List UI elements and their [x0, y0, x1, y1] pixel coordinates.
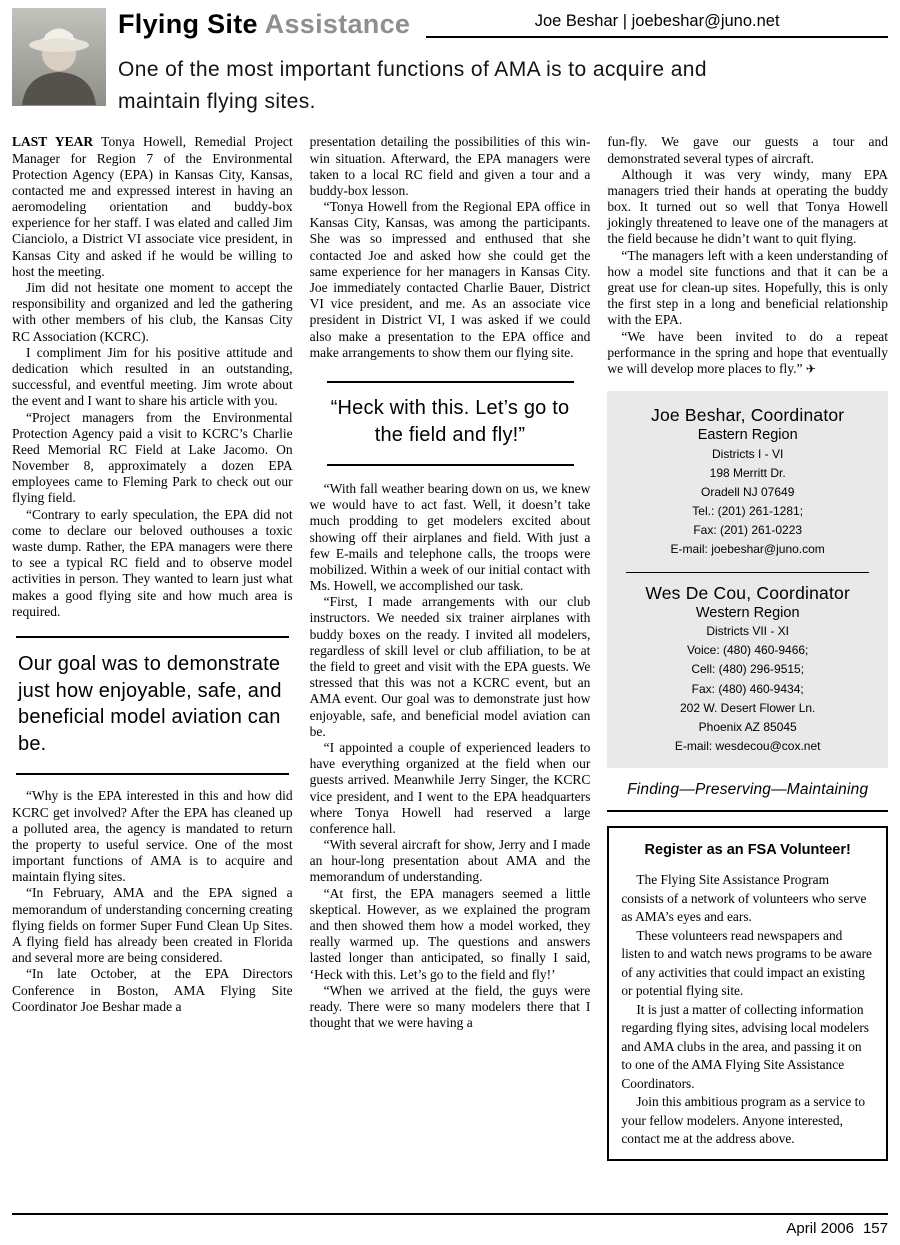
title-row [118, 10, 888, 38]
paragraph: “Why is the EPA interested in this and how did KCRC get involved? After the EPA has cleaned up a polluted area, the agency is mandated to return the property to useful service. One of the most important functions of AMA is to acquire and maintain flying sites. [12, 788, 293, 885]
contact-line: 202 W. Desert Flower Ln. [679, 700, 816, 715]
paragraph: “With fall weather bearing down on us, we knew we would have to act fast. Well, it doesn’t take much prodding to get modelers excited about showing off their airplanes and field. With just a few E-mails and telephone calls, the troops were mobilized. Within a week of our initial contact with Ms. Howell, we accomplished our task. [309, 480, 591, 594]
contact-line: 198 Merritt Dr. [709, 465, 786, 480]
coordinator-name: Joe Beshar, Coordinator [651, 405, 845, 426]
footer-rule [12, 1213, 888, 1215]
coordinator-region: Eastern Region [697, 427, 798, 444]
paragraph: “In February, AMA and the EPA signed a memorandum of understanding concerning creating flying fields on former Super Fund Clean Up Sites. A flying field has already been created in Florida and several more are being considered. [12, 885, 293, 966]
paragraph: “I appointed a couple of experienced leaders to have everything organized at the field when our guests arrived. Meanwhile Jerry Singer, the KCRC vice president, and I went to the EPA headquarters where Tonya Howell had reserved a large conference hall. [309, 739, 591, 836]
lead-in: LAST YEAR [12, 134, 94, 150]
coordinator-districts: Districts I - VI [712, 446, 784, 461]
paragraph: fun-fly. We gave our guests a tour and demonstrated several types of aircraft. [607, 134, 889, 166]
page-number: 157 [862, 1220, 888, 1237]
contact-line: Fax: (201) 261-0223 [693, 523, 803, 538]
paragraph: “First, I made arrangements with our club instructors. We needed six trainer airplanes with buddy boxes on the ready. I invited all modelers, regardless of skill level or club affiliation, to be at the field to greet and visit with the EPA guests. We stressed that this was not a KCRC event, but an AMA event. Our goal was to demonstrate just how enjoyable, safe, and beneficial model aviation can be. [309, 594, 591, 739]
paragraph: “Contrary to early speculation, the EPA did not come to declare our beloved outhouses a toxic waste dump. Rather, the EPA managers were there to see a typical RC field and to observe model activities in person. They wanted to learn just what makes a good flying site and how much area is required. [12, 506, 293, 619]
paragraph: “At first, the EPA managers seemed a little skeptical. However, as we explained the program and then showed them how a model worked, they really warmed up. The questions and answers lasted longer than anticipated, so finally I said, ‘Heck with this. Let’s go to the field and fly!’ [309, 885, 591, 982]
page-title [118, 10, 410, 38]
paragraph: Although it was very windy, many EPA managers tried their hands at operating the buddy box. It turned out so well that Tonya Howell jokingly threatened to leave one of the managers at the field because he didn’t want to quit flying. [607, 166, 889, 247]
page-footer [12, 1213, 888, 1237]
paragraph: “The managers left with a keen understanding of how a model site functions and that it can be a great use for clean-up sites. Hopefully, this is only the first step in a long and beneficial relationship with the EPA. [607, 247, 889, 328]
byline: Joe Beshar | joebeshar@juno.net [426, 12, 888, 38]
contact-email: E-mail: wesdecou@cox.net [674, 739, 821, 754]
issue-date: April 2006 [786, 1220, 854, 1237]
paragraph-text: “We have been invited to do a repeat performance in the spring and hope that eventually we will develop more places to fly.” [607, 328, 889, 376]
paragraph: These volunteers read newspapers and listen to and watch news programs to be aware of any activities that could impact an existing or potential flying site. [621, 927, 872, 999]
contact-email: E-mail: joebeshar@juno.com [670, 542, 825, 557]
paragraph: “In late October, at the EPA Directors Conference in Boston, AMA Flying Site Coordinator Joe Beshar made a [12, 966, 293, 1014]
coordinator-contact-card [607, 391, 888, 768]
paragraph [607, 329, 888, 378]
volunteer-box [607, 826, 888, 1161]
author-photo [12, 8, 106, 106]
paragraph: “With several aircraft for show, Jerry and I made an hour-long presentation about AMA and the memorandum of understanding. [309, 837, 591, 885]
paragraph: presentation detailing the possibilities of this win-win situation. Afterward, the EPA managers were taken to a local RC field and given a tour and a buddy-box lesson. [309, 134, 591, 198]
column-1 [12, 134, 293, 1161]
volunteer-box-title: Register as an FSA Volunteer! [644, 841, 851, 858]
contact-line: Cell: (480) 296-9515; [691, 662, 805, 677]
header-right [118, 8, 888, 117]
contact-line: Fax: (480) 460-9434; [691, 681, 804, 696]
paragraph-text: Tonya Howell, Remedial Project Manager for Region 7 of the Environmental Protection Agency (EPA) in Kansas City, Kansas, contacted me and expressed interest in having an aeromodeling orientation and buddy-box experience for her staff. I was elated and called Jim Cianciolo, a District VI associate vice president, in Kansas City and asked if he would be willing to host the meeting. [12, 134, 293, 279]
column-2 [310, 134, 591, 1161]
eastern-coordinator-block [615, 405, 880, 560]
paragraph: I compliment Jim for his positive attitude and dedication which resulted in an outstanding, successful, and eventful meeting. Jim wrote about the event and I want to share his article with you. [12, 344, 293, 409]
column-3 [607, 134, 888, 1161]
contact-line: Oradell NJ 07649 [700, 484, 795, 499]
contact-line: Phoenix AZ 85045 [698, 720, 797, 734]
author-photo-graphic [12, 8, 106, 106]
paragraph [12, 134, 293, 280]
paragraph: “Tonya Howell from the Regional EPA office in Kansas City, Kansas, was among the participants. She was so impressed and enthused that she contacted Joe and asked how she could get the same experience for her managers in Kansas City. Joe immediately contacted Charlie Bauer, District VI vice president, and me. As an associate vice president in District VI, I was asked if we could also make a presentation to the EPA office and make arrangements to show them our flying site. [309, 199, 591, 360]
paragraph: Join this ambitious program as a service to your fellow modelers. Anyone interested, contact me at the address above. [621, 1094, 866, 1147]
paragraph: The Flying Site Assistance Program consists of a network of volunteers who serve as AMA’s eyes and ears. [621, 872, 867, 925]
ama-plane-icon: ✈ [805, 361, 815, 376]
coordinator-districts: Districts VII - XI [706, 624, 790, 639]
western-coordinator-block [615, 583, 880, 757]
contact-line: Tel.: (201) 261-1281; [692, 504, 804, 519]
coordinator-region: Western Region [695, 604, 800, 621]
contact-line: Voice: (480) 460-9466; [686, 643, 809, 658]
pull-quote-goal: Our goal was to demonstrate just how enjoyable, safe, and beneficial model aviation can be. [16, 636, 289, 775]
article-header [12, 8, 888, 117]
contact-card-divider [626, 572, 869, 573]
paragraph: Jim did not hesitate one moment to accept the responsibility and organized and led the gathering with other members of his club, the Kansas City RC Association (KCRC). [12, 280, 293, 344]
article-body [12, 134, 888, 1161]
title-part-black: Flying Site [118, 9, 258, 39]
title-part-gray: Assistance [264, 9, 411, 39]
paragraph: “Project managers from the Environmental Protection Agency paid a visit to KCRC’s Charlie Reed Memorial RC Field at Lake Jacomo. On November 8, approximately a dozen EPA employees came to Fleming Park to check out our flying field. [12, 409, 293, 506]
pull-quote-heck: “Heck with this. Let’s go to the field and fly!” [327, 381, 574, 466]
fsa-motto: Finding—Preserving—Maintaining [607, 781, 888, 812]
paragraph: “When we arrived at the field, the guys were ready. There were so many modelers there that I thought that we were having a [309, 982, 591, 1031]
paragraph: It is just a matter of collecting information regarding flying sites, advising local modelers and AMA clubs in the area, and passing it on to one of the AMA Flying Site Assistance Coordinators. [621, 1001, 870, 1091]
article-subtitle: One of the most important functions of AMA is to acquire and maintain flying sites. [118, 58, 707, 113]
footer-text [12, 1220, 888, 1237]
coordinator-name: Wes De Cou, Coordinator [645, 582, 850, 603]
